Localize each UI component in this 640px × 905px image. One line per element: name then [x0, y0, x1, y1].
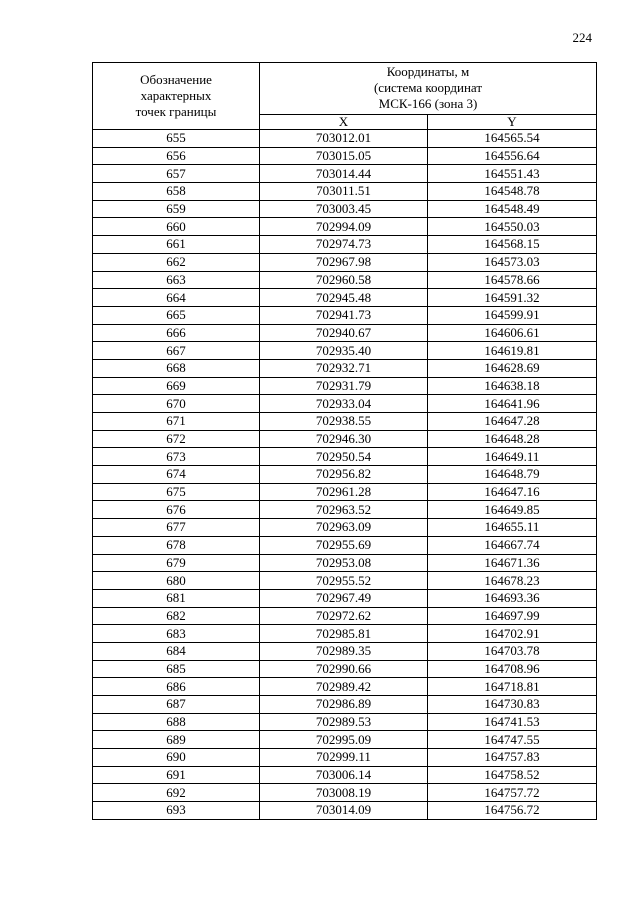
- x-coordinate-cell: 702967.49: [260, 589, 428, 607]
- point-id-cell: 660: [93, 218, 260, 236]
- x-coordinate-cell: 702994.09: [260, 218, 428, 236]
- header-coords-cell: [260, 63, 597, 115]
- header-points-line-3: точек границы: [135, 104, 217, 119]
- point-id-cell: 689: [93, 731, 260, 749]
- x-coordinate-cell: 703015.05: [260, 147, 428, 165]
- point-id-cell: 685: [93, 660, 260, 678]
- x-coordinate-cell: 702945.48: [260, 289, 428, 307]
- y-coordinate-cell: 164556.64: [428, 147, 597, 165]
- x-coordinate-cell: 702956.82: [260, 466, 428, 484]
- point-id-cell: 671: [93, 413, 260, 431]
- y-coordinate-cell: 164648.28: [428, 430, 597, 448]
- y-coordinate-cell: 164647.28: [428, 413, 597, 431]
- point-id-cell: 688: [93, 713, 260, 731]
- point-id-cell: 681: [93, 589, 260, 607]
- header-coords-line-2: (система координат: [373, 80, 483, 96]
- table-row: [93, 271, 597, 289]
- x-coordinate-cell: 702938.55: [260, 413, 428, 431]
- table-row: [93, 342, 597, 360]
- table-row: [93, 200, 597, 218]
- table-row: [93, 625, 597, 643]
- point-id-cell: 672: [93, 430, 260, 448]
- x-coordinate-cell: 702967.98: [260, 253, 428, 271]
- x-coordinate-cell: 702985.81: [260, 625, 428, 643]
- y-coordinate-cell: 164757.83: [428, 749, 597, 767]
- point-id-cell: 684: [93, 642, 260, 660]
- y-coordinate-cell: 164708.96: [428, 660, 597, 678]
- point-id-cell: 690: [93, 749, 260, 767]
- point-id-cell: 687: [93, 696, 260, 714]
- x-coordinate-cell: 703014.09: [260, 802, 428, 820]
- y-coordinate-cell: 164703.78: [428, 642, 597, 660]
- x-coordinate-cell: 702986.89: [260, 696, 428, 714]
- table-row: [93, 236, 597, 254]
- table-row: [93, 784, 597, 802]
- point-id-cell: 674: [93, 466, 260, 484]
- point-id-cell: 678: [93, 536, 260, 554]
- y-coordinate-cell: 164757.72: [428, 784, 597, 802]
- table-row: [93, 359, 597, 377]
- y-coordinate-cell: 164641.96: [428, 395, 597, 413]
- x-coordinate-cell: 702974.73: [260, 236, 428, 254]
- table-row: [93, 377, 597, 395]
- point-id-cell: 656: [93, 147, 260, 165]
- header-x: X: [260, 114, 428, 129]
- table-row: [93, 589, 597, 607]
- y-coordinate-cell: 164741.53: [428, 713, 597, 731]
- y-coordinate-cell: 164758.52: [428, 766, 597, 784]
- header-points-cell: [93, 63, 260, 130]
- y-coordinate-cell: 164718.81: [428, 678, 597, 696]
- point-id-cell: 677: [93, 519, 260, 537]
- table-row: [93, 395, 597, 413]
- point-id-cell: 680: [93, 572, 260, 590]
- table-row: [93, 289, 597, 307]
- table-row: [93, 466, 597, 484]
- table-row: [93, 501, 597, 519]
- table-row: [93, 430, 597, 448]
- point-id-cell: 661: [93, 236, 260, 254]
- y-coordinate-cell: 164548.49: [428, 200, 597, 218]
- point-id-cell: 658: [93, 183, 260, 201]
- x-coordinate-cell: 702935.40: [260, 342, 428, 360]
- table-row: [93, 696, 597, 714]
- x-coordinate-cell: 703012.01: [260, 130, 428, 148]
- x-coordinate-cell: 702953.08: [260, 554, 428, 572]
- point-id-cell: 673: [93, 448, 260, 466]
- header-points-line-2: характерных: [140, 88, 212, 103]
- y-coordinate-cell: 164649.85: [428, 501, 597, 519]
- point-id-cell: 669: [93, 377, 260, 395]
- table-row: [93, 324, 597, 342]
- point-id-cell: 659: [93, 200, 260, 218]
- table-row: [93, 253, 597, 271]
- x-coordinate-cell: 703003.45: [260, 200, 428, 218]
- y-coordinate-cell: 164678.23: [428, 572, 597, 590]
- y-coordinate-cell: 164730.83: [428, 696, 597, 714]
- y-coordinate-cell: 164591.32: [428, 289, 597, 307]
- x-coordinate-cell: 702963.09: [260, 519, 428, 537]
- y-coordinate-cell: 164573.03: [428, 253, 597, 271]
- point-id-cell: 693: [93, 802, 260, 820]
- table-row: [93, 483, 597, 501]
- point-id-cell: 686: [93, 678, 260, 696]
- table-row: [93, 766, 597, 784]
- x-coordinate-cell: 702961.28: [260, 483, 428, 501]
- y-coordinate-cell: 164671.36: [428, 554, 597, 572]
- table-row: [93, 536, 597, 554]
- point-id-cell: 675: [93, 483, 260, 501]
- y-coordinate-cell: 164638.18: [428, 377, 597, 395]
- point-id-cell: 668: [93, 359, 260, 377]
- y-coordinate-cell: 164568.15: [428, 236, 597, 254]
- x-coordinate-cell: 702933.04: [260, 395, 428, 413]
- y-coordinate-cell: 164599.91: [428, 306, 597, 324]
- y-coordinate-cell: 164693.36: [428, 589, 597, 607]
- point-id-cell: 665: [93, 306, 260, 324]
- x-coordinate-cell: 702941.73: [260, 306, 428, 324]
- header-points-line-1: Обозначение: [140, 72, 212, 87]
- page-number: 224: [572, 30, 592, 45]
- table-row: [93, 554, 597, 572]
- point-id-cell: 664: [93, 289, 260, 307]
- table-row: [93, 413, 597, 431]
- y-coordinate-cell: 164655.11: [428, 519, 597, 537]
- y-coordinate-cell: 164747.55: [428, 731, 597, 749]
- point-id-cell: 682: [93, 607, 260, 625]
- point-id-cell: 666: [93, 324, 260, 342]
- table-row: [93, 165, 597, 183]
- x-coordinate-cell: 702989.53: [260, 713, 428, 731]
- header-coords-line-1: Координаты, м: [386, 64, 470, 80]
- x-coordinate-cell: 702960.58: [260, 271, 428, 289]
- x-coordinate-cell: 702955.52: [260, 572, 428, 590]
- table-row: [93, 802, 597, 820]
- y-coordinate-cell: 164756.72: [428, 802, 597, 820]
- x-coordinate-cell: 702955.69: [260, 536, 428, 554]
- x-coordinate-cell: 702940.67: [260, 324, 428, 342]
- header-y: Y: [428, 114, 597, 129]
- y-coordinate-cell: 164647.16: [428, 483, 597, 501]
- x-coordinate-cell: 702946.30: [260, 430, 428, 448]
- point-id-cell: 663: [93, 271, 260, 289]
- table-row: [93, 448, 597, 466]
- x-coordinate-cell: 702999.11: [260, 749, 428, 767]
- x-coordinate-cell: 702932.71: [260, 359, 428, 377]
- y-coordinate-cell: 164550.03: [428, 218, 597, 236]
- x-coordinate-cell: 703006.14: [260, 766, 428, 784]
- x-coordinate-cell: 702995.09: [260, 731, 428, 749]
- y-coordinate-cell: 164667.74: [428, 536, 597, 554]
- point-id-cell: 692: [93, 784, 260, 802]
- x-coordinate-cell: 703008.19: [260, 784, 428, 802]
- x-coordinate-cell: 702950.54: [260, 448, 428, 466]
- y-coordinate-cell: 164578.66: [428, 271, 597, 289]
- table-row: [93, 147, 597, 165]
- table-row: [93, 519, 597, 537]
- y-coordinate-cell: 164649.11: [428, 448, 597, 466]
- table-row: [93, 660, 597, 678]
- table-row: [93, 572, 597, 590]
- point-id-cell: 667: [93, 342, 260, 360]
- x-coordinate-cell: 702972.62: [260, 607, 428, 625]
- y-coordinate-cell: 164548.78: [428, 183, 597, 201]
- coordinates-table: [92, 62, 597, 820]
- table-row: [93, 306, 597, 324]
- y-coordinate-cell: 164551.43: [428, 165, 597, 183]
- table-row: [93, 218, 597, 236]
- x-coordinate-cell: 702931.79: [260, 377, 428, 395]
- table-row: [93, 130, 597, 148]
- x-coordinate-cell: 703014.44: [260, 165, 428, 183]
- y-coordinate-cell: 164697.99: [428, 607, 597, 625]
- y-coordinate-cell: 164606.61: [428, 324, 597, 342]
- table-header: [93, 63, 597, 130]
- x-coordinate-cell: 702989.42: [260, 678, 428, 696]
- header-coords-line-3: МСК-166 (зона 3): [378, 96, 478, 112]
- y-coordinate-cell: 164619.81: [428, 342, 597, 360]
- point-id-cell: 662: [93, 253, 260, 271]
- table-body: [93, 130, 597, 820]
- table-row: [93, 713, 597, 731]
- point-id-cell: 657: [93, 165, 260, 183]
- table-row: [93, 642, 597, 660]
- table-row: [93, 749, 597, 767]
- point-id-cell: 655: [93, 130, 260, 148]
- point-id-cell: 670: [93, 395, 260, 413]
- table-row: [93, 731, 597, 749]
- x-coordinate-cell: 703011.51: [260, 183, 428, 201]
- table-row: [93, 183, 597, 201]
- y-coordinate-cell: 164702.91: [428, 625, 597, 643]
- x-coordinate-cell: 702989.35: [260, 642, 428, 660]
- point-id-cell: 691: [93, 766, 260, 784]
- table-row: [93, 607, 597, 625]
- y-coordinate-cell: 164565.54: [428, 130, 597, 148]
- point-id-cell: 676: [93, 501, 260, 519]
- point-id-cell: 683: [93, 625, 260, 643]
- y-coordinate-cell: 164648.79: [428, 466, 597, 484]
- point-id-cell: 679: [93, 554, 260, 572]
- y-coordinate-cell: 164628.69: [428, 359, 597, 377]
- x-coordinate-cell: 702963.52: [260, 501, 428, 519]
- table-row: [93, 678, 597, 696]
- x-coordinate-cell: 702990.66: [260, 660, 428, 678]
